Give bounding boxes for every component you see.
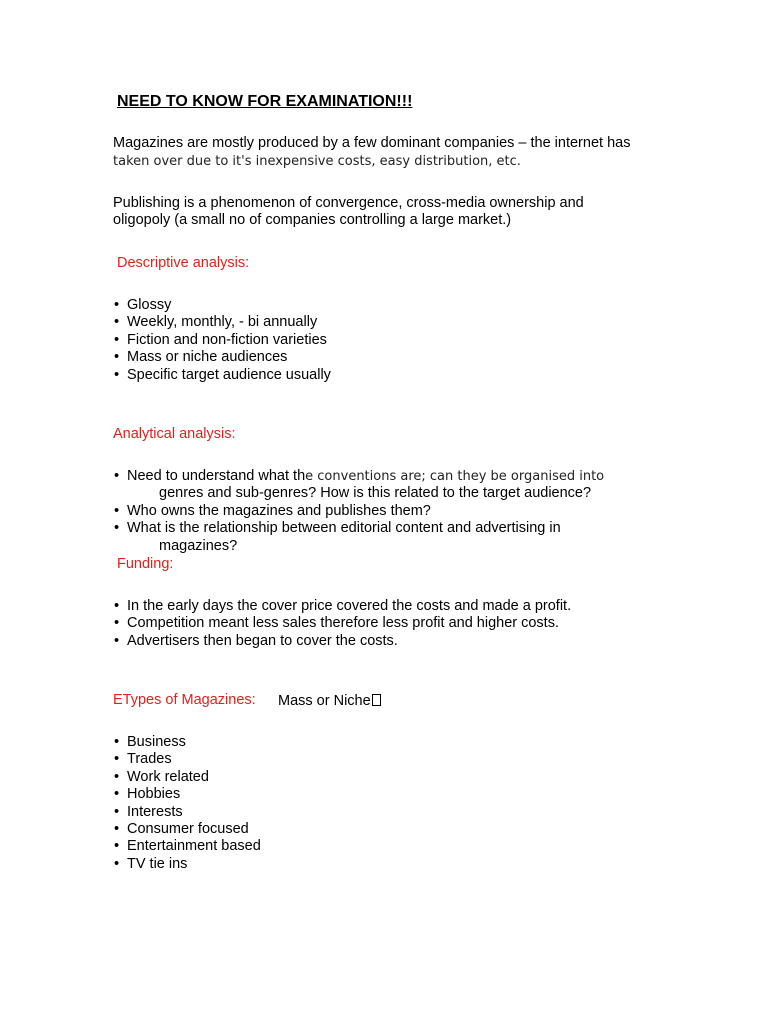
list-item-text: Interests bbox=[127, 803, 183, 820]
list-item-text: Need to understand what th bbox=[127, 468, 306, 484]
descriptive-list bbox=[114, 297, 331, 384]
list-item-text: Hobbies bbox=[127, 786, 181, 803]
types-heading: ETypes of Magazines: bbox=[113, 692, 256, 708]
list-item bbox=[114, 367, 331, 384]
list-item bbox=[114, 332, 331, 349]
list-item-text: Consumer focused bbox=[127, 821, 249, 838]
intro-line-2: taken over due to it's inexpensive costs, easy distribution, etc. bbox=[113, 154, 521, 169]
bullet-icon: • bbox=[114, 520, 120, 537]
bullet-icon: • bbox=[114, 734, 120, 750]
list-item-text: Trades bbox=[127, 751, 172, 768]
bullet-icon: • bbox=[114, 632, 120, 649]
list-item bbox=[114, 615, 571, 632]
bullet-icon: • bbox=[114, 468, 120, 484]
bullet-icon: • bbox=[114, 331, 120, 348]
list-item bbox=[114, 598, 571, 615]
missing-glyph-icon bbox=[372, 694, 381, 706]
list-item bbox=[114, 856, 261, 873]
list-item-text: TV tie ins bbox=[127, 855, 188, 872]
list-item bbox=[114, 297, 331, 314]
intro-line-1: Magazines are mostly produced by a few dominant companies – the internet has bbox=[113, 135, 631, 151]
analytical-list bbox=[114, 468, 604, 555]
list-item-text: Weekly, monthly, - bi annually bbox=[127, 314, 318, 331]
list-item-text: Mass or niche audiences bbox=[127, 349, 288, 366]
bullet-icon: • bbox=[114, 314, 120, 331]
types-subtitle bbox=[278, 693, 381, 710]
list-item-continuation bbox=[114, 485, 604, 502]
bullet-icon: • bbox=[114, 803, 120, 820]
list-item bbox=[114, 786, 261, 803]
list-item-text: magazines? bbox=[159, 537, 238, 554]
list-item bbox=[114, 314, 331, 331]
list-item bbox=[114, 468, 604, 485]
list-item-text: Specific target audience usually bbox=[127, 366, 331, 383]
bullet-icon: • bbox=[114, 615, 120, 632]
bullet-icon: • bbox=[114, 349, 120, 366]
bullet-icon: • bbox=[114, 297, 120, 313]
list-item-text: In the early days the cover price covered the costs and made a profit. bbox=[127, 598, 572, 614]
types-subtitle-text: Mass or Niche bbox=[278, 693, 371, 709]
bullet-icon: • bbox=[114, 768, 120, 785]
publishing-line-2: oligopoly (a small no of companies controlling a large market.) bbox=[113, 212, 512, 228]
list-item bbox=[114, 804, 261, 821]
list-item-text: Who owns the magazines and publishes them? bbox=[127, 502, 431, 519]
list-item-text: Competition meant less sales therefore less profit and higher costs. bbox=[127, 615, 559, 632]
list-item-text: Entertainment based bbox=[127, 838, 261, 855]
bullet-icon: • bbox=[114, 598, 120, 614]
list-item-text: Glossy bbox=[127, 297, 172, 313]
descriptive-heading: Descriptive analysis: bbox=[117, 255, 250, 271]
list-item bbox=[114, 821, 261, 838]
list-item-text: Business bbox=[127, 734, 186, 750]
list-item bbox=[114, 838, 261, 855]
funding-heading: Funding: bbox=[117, 556, 174, 572]
list-item bbox=[114, 349, 331, 366]
list-item bbox=[114, 751, 261, 768]
list-item-text: What is the relationship between editorial content and advertising in bbox=[127, 520, 561, 537]
list-item bbox=[114, 633, 571, 650]
funding-list bbox=[114, 598, 571, 650]
list-item-text: Fiction and non-fiction varieties bbox=[127, 331, 327, 348]
list-item bbox=[114, 769, 261, 786]
list-item-text: Advertisers then began to cover the costs. bbox=[127, 632, 398, 649]
bullet-icon: • bbox=[114, 786, 120, 803]
list-item bbox=[114, 520, 604, 537]
list-item bbox=[114, 503, 604, 520]
analytical-heading: Analytical analysis: bbox=[113, 426, 236, 442]
bullet-icon: • bbox=[114, 821, 120, 838]
bullet-icon: • bbox=[114, 502, 120, 519]
bullet-icon: • bbox=[114, 855, 120, 872]
bullet-icon: • bbox=[114, 838, 120, 855]
list-item-continuation bbox=[114, 538, 604, 555]
types-list bbox=[114, 734, 261, 873]
list-item-text: Work related bbox=[127, 768, 209, 785]
list-item bbox=[114, 734, 261, 751]
publishing-line-1: Publishing is a phenomenon of convergence, cross-media ownership and bbox=[113, 195, 584, 211]
list-item-text-continued: e conventions are; can they be organised into bbox=[305, 469, 605, 484]
list-item-text: genres and sub-genres? How is this related to the target audience? bbox=[159, 485, 592, 502]
page-title: NEED TO KNOW FOR EXAMINATION!!! bbox=[117, 93, 413, 110]
bullet-icon: • bbox=[114, 751, 120, 768]
bullet-icon: • bbox=[114, 366, 120, 383]
